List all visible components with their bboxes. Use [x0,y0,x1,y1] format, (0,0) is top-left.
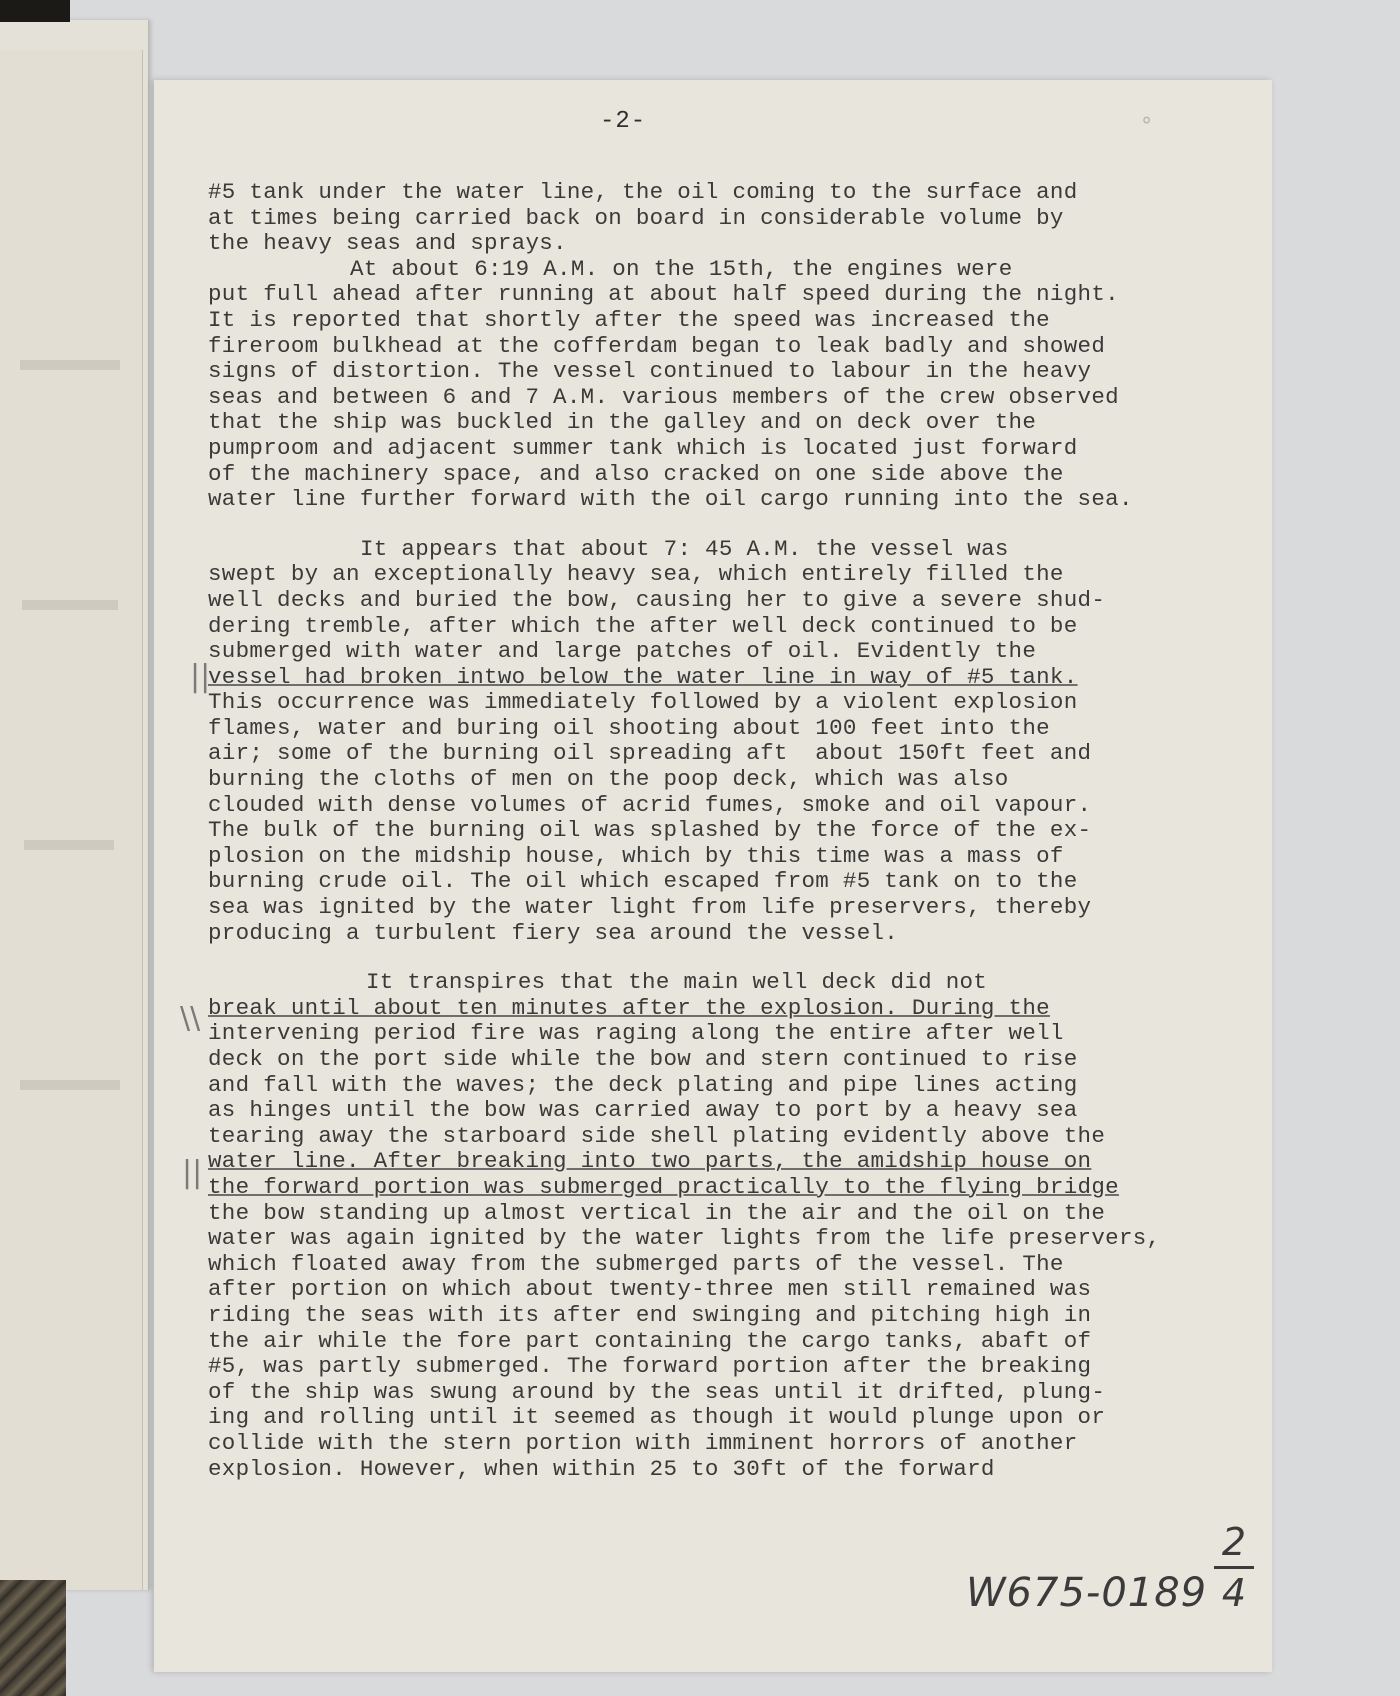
text-line: and fall with the waves; the deck plating and pipe lines acting [208,1071,1078,1098]
corner-smudge-mark: ∘ [1140,109,1154,134]
text-line: It transpires that the main well deck did not [366,969,988,996]
text-line: of the machinery space, and also cracked on one side above the [208,460,1064,487]
text-line: clouded with dense volumes of acrid fumes, smoke and oil vapour. [208,791,1092,818]
text-line: This occurrence was immediately followed by a violent explosion [208,689,1078,716]
bleed-through-mark [24,840,114,850]
scanner-top-shadow [0,0,70,22]
paragraph-2 [208,537,1268,947]
text-line: plosion on the midship house, which by this time was a mass of [208,842,1064,869]
text-line: tearing away the starboard side shell plating evidently above the [208,1122,1106,1149]
margin-bracket-mark: || [182,1155,203,1190]
underlined-text-line: water line. After breaking into two parts, the amidship house on [208,1148,1092,1175]
page-number: -2- [600,108,647,135]
margin-bracket-mark: \\ [180,1001,201,1036]
text-line: that the ship was buckled in the galley and on deck over the [208,409,1037,436]
text-line: #5 tank under the water line, the oil coming to the surface and [208,179,1078,205]
text-line: signs of distortion. The vessel continued to labour in the heavy [208,358,1092,385]
text-line: flames, water and buring oil shooting about 100 feet into the [208,714,1050,741]
text-line: the heavy seas and sprays. [208,230,567,257]
text-line: pumproom and adjacent summer tank which is located just forward [208,434,1078,461]
bleed-through-mark [22,600,118,610]
underlined-text-line: vessel had broken intwo below the water line in way of #5 tank. [208,663,1078,690]
text-line: ing and rolling until it seemed as though it would plunge upon or [208,1404,1106,1431]
text-line: submerged with water and large patches of oil. Evidently the [208,638,1037,665]
text-line: put full ahead after running at about half speed during the night. [208,281,1119,308]
text-line: producing a turbulent fiery sea around the vessel. [208,919,899,946]
text-line: intervening period fire was raging along the entire after well [208,1020,1064,1047]
margin-bracket-mark: || [190,659,211,694]
text-line: burning crude oil. The oil which escaped from #5 tank on to the [208,868,1078,895]
text-line: after portion on which about twenty-three men still remained was [208,1276,1092,1303]
text-line: burning the cloths of men on the poop deck, which was also [208,766,1009,793]
fraction-bar [1214,1566,1254,1569]
text-line: fireroom bulkhead at the cofferdam began to leak badly and showed [208,332,1106,359]
underlined-text-line: the forward portion was submerged practically to the flying bridge [208,1173,1119,1200]
text-line: as hinges until the bow was carried away to port by a heavy sea [208,1097,1078,1124]
text-line: It appears that about 7: 45 A.M. the vessel was [360,535,1009,562]
text-line: the bow standing up almost vertical in the air and the oil on the [208,1199,1106,1226]
fraction-numerator: 2 [1221,1520,1247,1564]
text-line: the air while the fore part containing the cargo tanks, abaft of [208,1327,1092,1354]
text-line: It is reported that shortly after the speed was increased the [208,306,1050,333]
underlined-text-line: break until about ten minutes after the explosion. During the [208,994,1050,1021]
text-line: explosion. However, when within 25 to 30ft of the forward [208,1455,995,1482]
text-line: dering tremble, after which the after well deck continued to be [208,612,1078,639]
text-line: which floated away from the submerged parts of the vessel. The [208,1250,1064,1277]
text-line: collide with the stern portion with imminent horrors of another [208,1429,1078,1456]
text-line: riding the seas with its after end swinging and pitching high in [208,1301,1092,1328]
text-line: water line further forward with the oil cargo running into the sea. [208,486,1133,513]
text-line: water was again ignited by the water lights from the life preservers, [208,1225,1161,1252]
text-line: of the ship was swung around by the seas until it drifted, plung- [208,1378,1106,1405]
text-line: swept by an exceptionally heavy sea, which entirely filled the [208,561,1064,588]
text-line: #5, was partly submerged. The forward portion after the breaking [208,1353,1092,1380]
text-line: air; some of the burning oil spreading aft about 150ft feet and [208,740,1092,767]
text-line: The bulk of the burning oil was splashed by the force of the ex- [208,817,1092,844]
fraction-denominator: 4 [1221,1571,1247,1615]
paragraph-3 [208,970,1268,1482]
paragraph-1 [208,180,1268,513]
scanner-bottom-shadow [0,1580,66,1696]
text-line: at times being carried back on board in considerable volume by [208,204,1064,231]
document-body [208,180,1268,1506]
text-line: sea was ignited by the water light from life preservers, thereby [208,894,1092,921]
bleed-through-mark [20,360,120,370]
bleed-through-mark [20,1080,120,1090]
text-line: At about 6:19 A.M. on the 15th, the engines were [350,255,1013,282]
text-line: deck on the port side while the bow and stern continued to rise [208,1046,1078,1072]
text-line: seas and between 6 and 7 A.M. various members of the crew observed [208,383,1119,410]
underlying-page-inner [0,50,143,1590]
handwritten-document-id: W675-0189 [966,1570,1208,1616]
text-line: well decks and buried the bow, causing her to give a severe shud- [208,586,1106,613]
handwritten-page-fraction [1214,1520,1254,1615]
